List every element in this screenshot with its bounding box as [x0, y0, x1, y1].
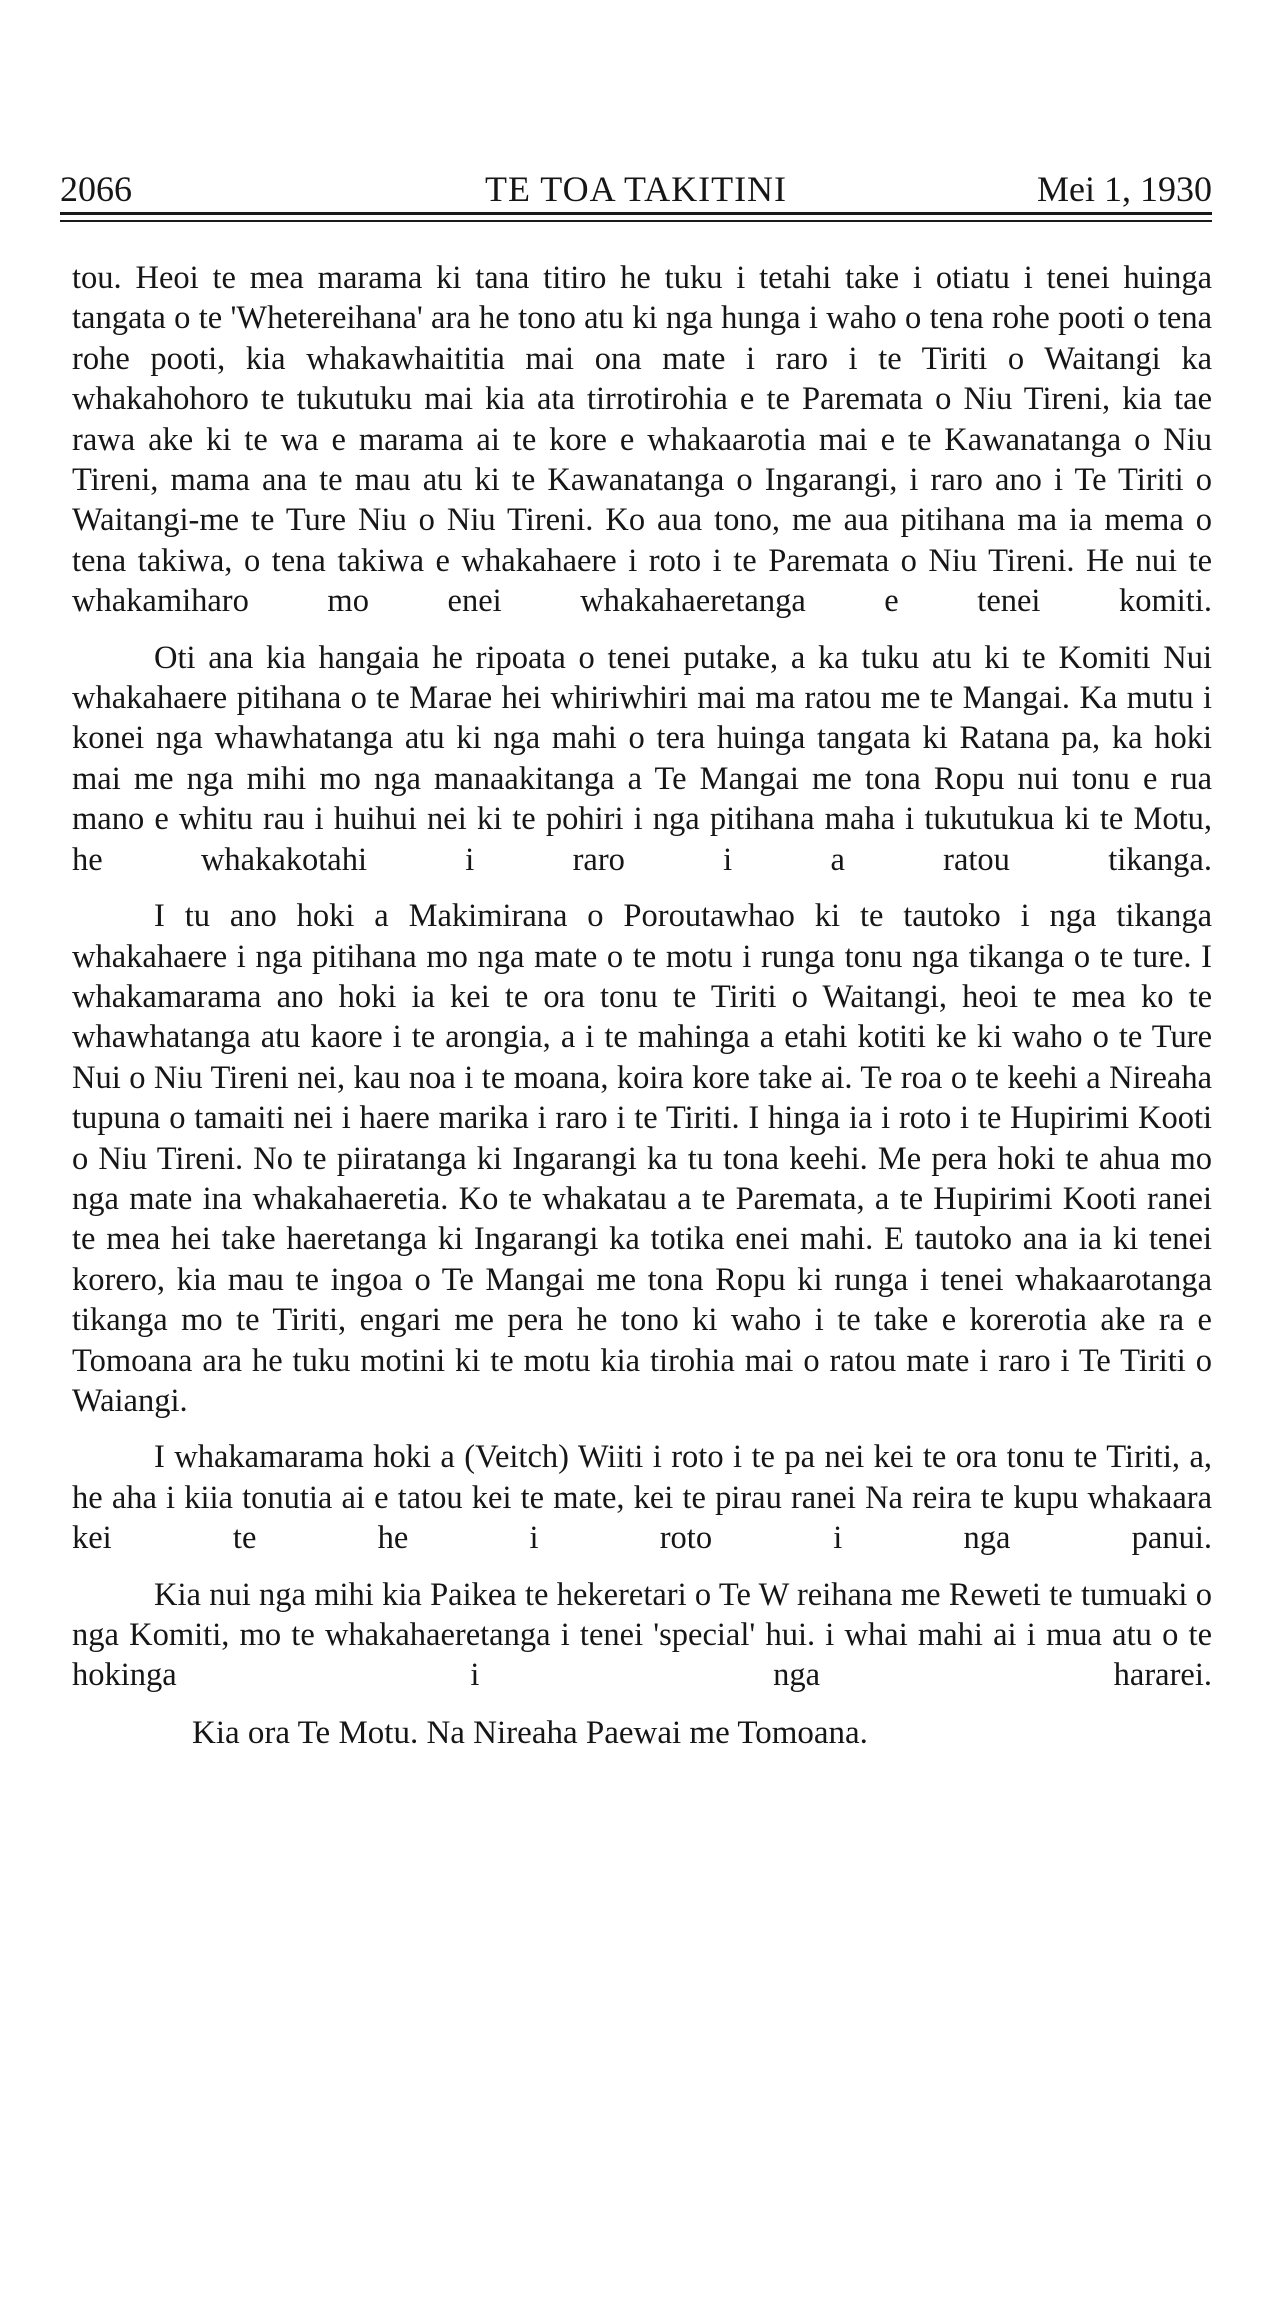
article-body [72, 258, 1212, 1754]
paragraph-makimirana: I tu ano hoki a Makimirana o Poroutawhao ki te tautoko i nga tikanga whakahaere i nga pitihana mo nga mate o te motu i runga tonu nga tikanga o te ture. I whakamarama ano hoki ia kei te ora tonu te Tiriti o Waitangi, heoi te mea ko te whawhatanga atu kaore i te arongia, a i te mahinga a etahi kotiti ke ki waho o te Ture Nui o Niu Tireni nei, kau noa i te moana, koira kore take ai. Te roa o te keehi a Nireaha tupuna o tamaiti nei i haere marika i raro i te Tiriti. I hinga ia i roto i te Hupirimi Kooti o Niu Tireni. No te piiratanga ki Ingarangi ka tu tona keehi. Me pera hoki te ahua mo nga mate ina whakahaeretia. Ko te whakatau a te Paremata, a te Hupirimi Kooti ranei te mea hei take haeretanga ki Ingarangi ka totika enei mahi. E tautoko ana ia ki tenei korero, kia mau te ingoa o Te Mangai me tona Ropu ki runga i tenei whakaarotanga tikanga mo te Tiriti, engari me pera he tono ki waho i te take e korerotia ake ra e Tomoana ara he tuku motini ki te motu kia tirohia mai o ratou mate i raro i Te Tiriti o Waiangi. [72, 898, 1212, 1419]
paragraph-continued: tou. Heoi te mea marama ki tana titiro he tuku i tetahi take i otiatu i tenei huinga tangata o te 'Whetereihana' ara he tono atu ki nga hunga i waho o tena rohe pooti o tena rohe pooti, kia whakawhaititia mai ona mate i raro i te Tiriti o Waitangi ka whakahohoro te tukutuku mai kia ata tirrotirohia e te Paremata o Niu Tireni, kia tae rawa ake ki te wa e marama ai te kore e whakaarotia mai e te Kawanatanga o Niu Tireni, mama ana te mau atu ki te Kawanatanga o Ingarangi, i raro ano i Te Tiriti o Waitangi-me te Ture Niu o Niu Tireni. Ko aua tono, me aua pitihana ma ia mema o tena takiwa, o tena takiwa e whakahaere i roto i te Paremata o Niu Tireni. He nui te whakamiharo mo enei whakahaeretanga e tenei komiti. [72, 260, 1212, 620]
paragraph-thanks: Kia nui nga mihi kia Paikea te hekeretari o Te W reihana me Reweti te tumuaki o nga Komiti, mo te whakahaeretanga i tenei 'special' hui. i whai mahi ai i mua atu o te hokinga i nga hararei. [72, 1576, 1212, 1694]
signature-line: Kia ora Te Motu. Na Nireaha Paewai me Tomoana. [192, 1714, 868, 1751]
header-rule-top [60, 212, 1212, 215]
paragraph-report: Oti ana kia hangaia he ripoata o tenei putake, a ka tuku atu ki te Komiti Nui whakahaere pitihana o te Marae hei whiriwhiri mai ma ratou me te Mangai. Ka mutu i konei nga whawhatanga atu ki nga mahi o tera huinga tangata ki Ratana pa, ka hoki mai me nga mihi mo nga manaakitanga a Te Mangai me tona Ropu nui tonu e rua mano e whitu rau i huihui nei ki te pohiri i nga pitihana maha i tukutukua ki te Motu, he whakakotahi i raro i a ratou tikanga. [72, 639, 1212, 878]
page-number: 2066 [60, 169, 132, 209]
journal-title: TE TOA TAKITINI [484, 169, 788, 209]
issue-date: Mei 1, 1930 [1037, 169, 1212, 209]
header-rule-bottom [60, 220, 1212, 222]
paragraph-veitch: I whakamarama hoki a (Veitch) Wiiti i roto i te pa nei kei te ora tonu te Tiriti, a, he aha i kiia tonutia ai e tatou kei te mate, kei te pirau ranei Na reira te kupu whakaara kei te he i roto i nga panui. [72, 1439, 1212, 1557]
page-header [60, 168, 1212, 210]
